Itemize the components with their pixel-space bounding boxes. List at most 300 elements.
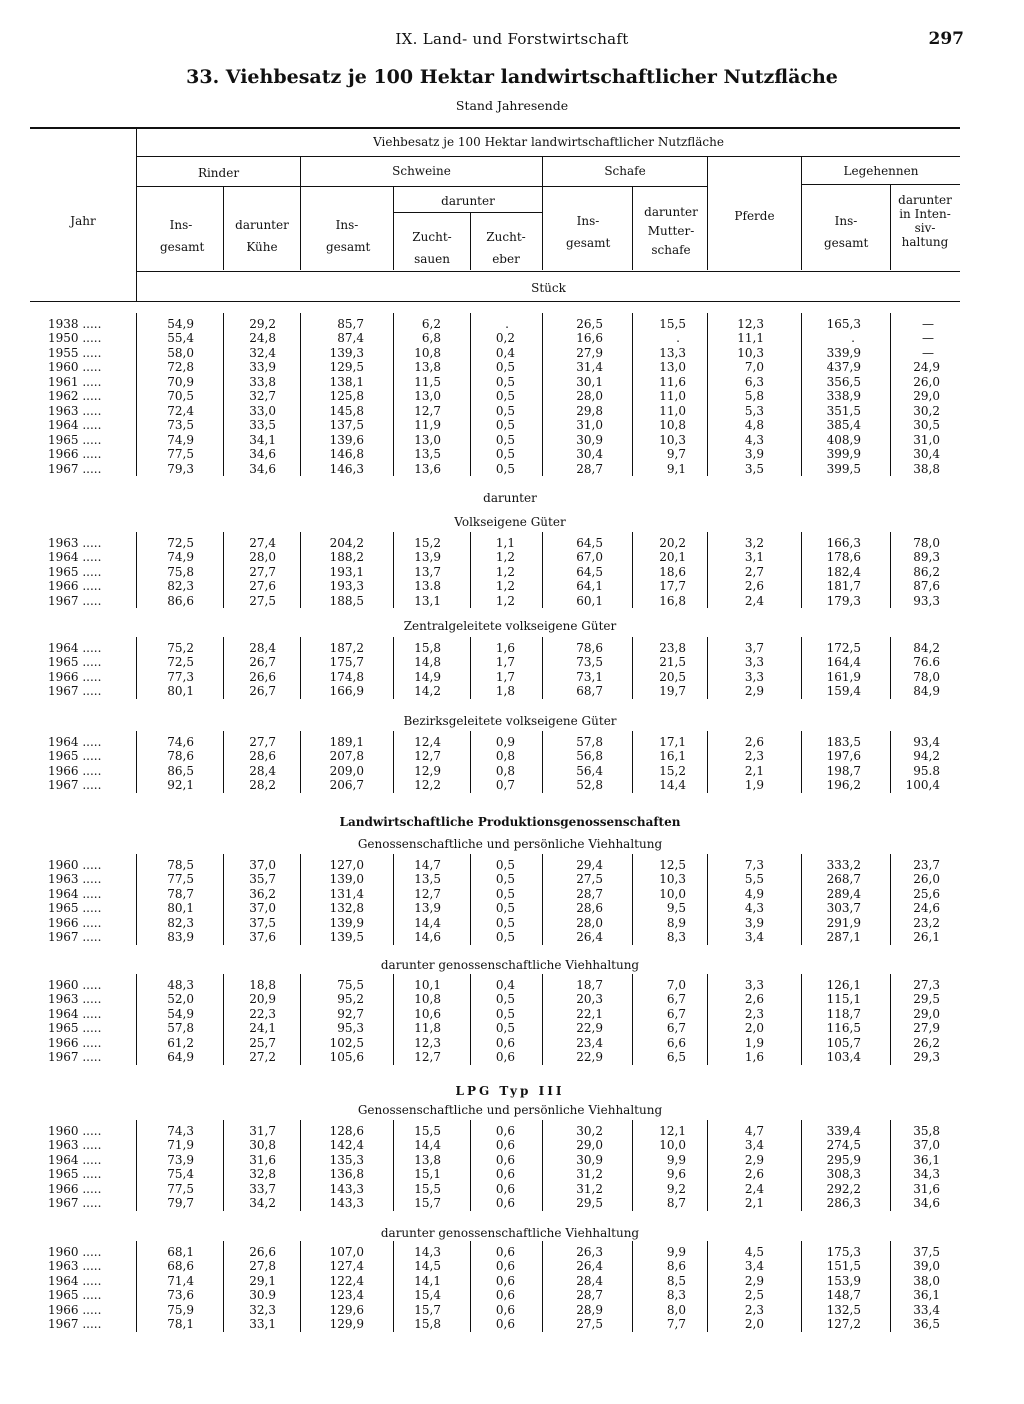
data-cell: 23,7 (913, 858, 940, 872)
leader-dots: ..... (78, 684, 102, 699)
data-cell: 139,3 (329, 345, 364, 360)
data-cell: 14,1 (414, 1273, 441, 1288)
year-value: 1963 (48, 992, 79, 1007)
data-cell: 73,1 (576, 669, 603, 684)
data-cell: 14,5 (414, 1259, 441, 1274)
data-cell: 13,7 (414, 564, 441, 579)
data-cell: 3,3 (744, 669, 764, 684)
data-cell: 15,2 (659, 763, 686, 778)
data-cell: 12,1 (659, 1124, 686, 1138)
data-cell: 13,8 (414, 1152, 441, 1167)
year-value: 1967 (48, 1317, 79, 1332)
data-cell: 32,8 (249, 1167, 276, 1182)
data-cell: 3,9 (744, 915, 764, 930)
year-cell (48, 1167, 128, 1181)
data-cell: 175,7 (329, 655, 364, 670)
data-cell: 12,3 (414, 1035, 441, 1050)
header-schweine-insgesamt: Ins- gesamt (326, 218, 371, 254)
data-cell: 0,5 (495, 418, 515, 433)
year-value: 1960 (48, 1124, 79, 1138)
year-cell (48, 641, 128, 655)
header-zuchtsauen: Zucht- sauen (412, 230, 452, 266)
data-cell: 9,9 (666, 1245, 686, 1259)
data-cell: 26,0 (913, 374, 940, 389)
data-cell: 35,8 (913, 1124, 940, 1138)
leader-dots: ..... (78, 930, 102, 945)
data-cell: 15,7 (414, 1302, 441, 1317)
data-cell: 0,8 (495, 749, 515, 764)
data-cell: 22,9 (576, 1050, 603, 1065)
data-cell: 1,1 (495, 536, 515, 550)
data-cell: 102,5 (329, 1035, 364, 1050)
data-cell: 24,6 (913, 901, 940, 916)
data-cell: 70,5 (167, 389, 194, 404)
year-cell (48, 418, 128, 432)
leader-dots: ..... (78, 1317, 102, 1332)
data-cell: 64,1 (576, 579, 603, 594)
data-cell: 333,2 (826, 858, 861, 872)
data-cell: 77,5 (167, 1181, 194, 1196)
data-cell: 408,9 (826, 432, 861, 447)
data-cell: 19,7 (659, 684, 686, 699)
data-cell: 146,3 (329, 461, 364, 476)
data-cell: 182,4 (826, 564, 861, 579)
year-value: 1960 (48, 360, 79, 375)
data-cell: 142,4 (329, 1138, 364, 1153)
data-cell: 67,0 (576, 550, 603, 565)
year-cell (48, 375, 128, 389)
data-cell: 0,6 (495, 1196, 515, 1211)
year-value: 1961 (48, 374, 79, 389)
data-cell: 0,6 (495, 1273, 515, 1288)
data-cell: 122,4 (329, 1273, 364, 1288)
section-subheading: Zentralgeleitete volkseigene Güter (403, 619, 617, 633)
data-cell: 57,8 (576, 735, 603, 749)
year-cell (48, 872, 128, 886)
data-cell: 14,9 (414, 669, 441, 684)
year-cell (48, 930, 128, 944)
data-cell: 165,3 (826, 317, 861, 331)
year-cell (48, 536, 128, 550)
data-cell: 291,9 (826, 915, 861, 930)
year-value: 1965 (48, 901, 79, 916)
data-cell: 64,5 (576, 536, 603, 550)
year-cell (48, 389, 128, 403)
data-cell: 80,1 (167, 901, 194, 916)
year-value: 1967 (48, 684, 79, 699)
leader-dots: ..... (78, 641, 102, 655)
data-cell: 29,1 (249, 1273, 276, 1288)
data-cell: 31,4 (576, 360, 603, 375)
leader-dots: ..... (78, 1181, 102, 1196)
leader-dots: ..... (78, 1050, 102, 1065)
data-cell: 2,9 (744, 1273, 764, 1288)
data-cell: 2,6 (744, 735, 764, 749)
header-intensivhaltung: darunter in Inten- siv- haltung (898, 193, 952, 249)
data-cell: 13,6 (414, 461, 441, 476)
header-rinder-insgesamt: Ins- gesamt (160, 218, 205, 254)
data-cell: 26,3 (576, 1245, 603, 1259)
data-cell: 36,5 (913, 1317, 940, 1332)
data-cell: 11,1 (737, 331, 764, 346)
year-cell (48, 594, 128, 608)
data-cell: 0,6 (495, 1317, 515, 1332)
data-cell: 37,0 (249, 901, 276, 916)
data-cell: 138,1 (329, 374, 364, 389)
data-cell: 11,5 (414, 374, 441, 389)
data-cell: 8,0 (666, 1302, 686, 1317)
data-cell: 22,3 (249, 1006, 276, 1021)
data-cell: 52,0 (167, 992, 194, 1007)
year-cell (48, 1317, 128, 1331)
data-cell: 3,5 (744, 461, 764, 476)
leader-dots: ..... (78, 886, 102, 901)
data-cell: 15,5 (659, 317, 686, 331)
data-cell: 37,0 (249, 858, 276, 872)
data-cell: 9,1 (666, 461, 686, 476)
divider-schweine-schafe (542, 157, 543, 270)
data-cell: 2,4 (744, 1181, 764, 1196)
data-cell: 3,4 (744, 930, 764, 945)
data-cell: 1,7 (495, 655, 515, 670)
year-value: 1964 (48, 735, 79, 749)
section-heading: LPG Typ III (455, 1084, 565, 1098)
leader-dots: ..... (78, 655, 102, 670)
data-cell: 1,2 (495, 564, 515, 579)
data-cell: 103,4 (826, 1050, 861, 1065)
data-cell: 78,0 (913, 669, 940, 684)
data-cell: 31,6 (249, 1152, 276, 1167)
data-cell: 61,2 (167, 1035, 194, 1050)
data-cell: 13,3 (659, 345, 686, 360)
data-cell: 7,0 (666, 978, 686, 992)
data-cell: 292,2 (826, 1181, 861, 1196)
data-cell: 27,9 (576, 345, 603, 360)
data-cell: 0,6 (495, 1167, 515, 1182)
header-mutterschafe: darunter Mutter- schafe (644, 205, 698, 257)
year-value: 1963 (48, 403, 79, 418)
data-cell: 166,3 (826, 536, 861, 550)
data-cell: 115,1 (826, 992, 861, 1007)
data-cell: 0,5 (495, 360, 515, 375)
data-cell: 27,7 (249, 735, 276, 749)
data-cell: 82,3 (167, 579, 194, 594)
data-cell: 10,6 (414, 1006, 441, 1021)
year-cell (48, 749, 128, 763)
data-cell: 2,6 (744, 992, 764, 1007)
data-cell: 76.6 (913, 655, 940, 670)
year-value: 1966 (48, 1302, 79, 1317)
header-kuehe: darunter Kühe (235, 218, 289, 254)
data-cell: 38,8 (913, 461, 940, 476)
data-cell: 24,8 (249, 331, 276, 346)
data-cell: 33,1 (249, 1317, 276, 1332)
leader-dots: ..... (78, 418, 102, 433)
data-cell: 22,9 (576, 1021, 603, 1036)
leader-dots: ..... (78, 1138, 102, 1153)
data-cell: 78,5 (167, 858, 194, 872)
data-cell: 12,7 (414, 403, 441, 418)
data-cell: 3,3 (744, 655, 764, 670)
leader-dots: ..... (78, 331, 102, 346)
leader-dots: ..... (78, 579, 102, 594)
year-cell (48, 1303, 128, 1317)
data-cell: 55,4 (167, 331, 194, 346)
data-cell: 38,0 (913, 1273, 940, 1288)
header-rule-2b (802, 184, 960, 185)
leader-dots: ..... (78, 749, 102, 764)
data-cell: 30,4 (576, 447, 603, 462)
data-cell: 31,0 (913, 432, 940, 447)
data-cell: 0,4 (495, 978, 515, 992)
header-schafe: Schafe (604, 164, 646, 178)
year-cell (48, 887, 128, 901)
data-cell: 0,5 (495, 992, 515, 1007)
data-cell: 0,5 (495, 872, 515, 887)
data-cell: 32,7 (249, 389, 276, 404)
leader-dots: ..... (78, 1167, 102, 1182)
data-cell: 10,3 (659, 872, 686, 887)
year-value: 1965 (48, 432, 79, 447)
year-cell (48, 1021, 128, 1035)
data-cell: 85,7 (337, 317, 364, 331)
data-cell: 118,7 (826, 1006, 861, 1021)
page-number: 297 (928, 29, 964, 49)
data-cell: 0,2 (495, 331, 515, 346)
data-cell: 2,9 (744, 684, 764, 699)
data-cell: 54,9 (167, 317, 194, 331)
leader-dots: ..... (78, 403, 102, 418)
data-cell: 161,9 (826, 669, 861, 684)
data-cell: 1,9 (744, 1035, 764, 1050)
leader-dots: ..... (78, 374, 102, 389)
data-cell: 0,5 (495, 915, 515, 930)
year-value: 1964 (48, 641, 79, 655)
data-cell: 17,1 (659, 735, 686, 749)
data-cell: 183,5 (826, 735, 861, 749)
data-cell: 72,4 (167, 403, 194, 418)
data-cell: 52,8 (576, 778, 603, 793)
data-cell: 0,6 (495, 1302, 515, 1317)
data-cell: 135,3 (329, 1152, 364, 1167)
year-cell (48, 550, 128, 564)
data-cell: 13,9 (414, 901, 441, 916)
data-cell: 2,9 (744, 1152, 764, 1167)
data-cell: 15,8 (414, 1317, 441, 1332)
divider-schafe-sub (632, 187, 633, 270)
data-cell: 75,4 (167, 1167, 194, 1182)
data-cell: 27,5 (576, 872, 603, 887)
data-cell: 2,0 (744, 1021, 764, 1036)
data-cell: . (851, 331, 855, 346)
data-cell: 13,9 (414, 550, 441, 565)
data-cell: 24,1 (249, 1021, 276, 1036)
data-cell: 68,1 (167, 1245, 194, 1259)
leader-dots: ..... (78, 915, 102, 930)
data-cell: 0,5 (495, 403, 515, 418)
year-cell (48, 992, 128, 1006)
data-cell: 385,4 (826, 418, 861, 433)
data-cell: 31,2 (576, 1167, 603, 1182)
header-zuchteber: Zucht- eber (486, 230, 526, 266)
data-cell: 4,9 (744, 886, 764, 901)
data-cell: 2,0 (744, 1317, 764, 1332)
data-cell: 33,0 (249, 403, 276, 418)
data-cell: 9,2 (666, 1181, 686, 1196)
chapter-heading: IX. Land- und Forstwirtschaft (395, 30, 629, 48)
year-value: 1965 (48, 1167, 79, 1182)
data-cell: 78,6 (576, 641, 603, 655)
data-cell: 2,6 (744, 579, 764, 594)
data-cell: 32,4 (249, 345, 276, 360)
year-cell (48, 916, 128, 930)
year-cell (48, 1124, 128, 1138)
data-cell: 27,3 (913, 978, 940, 992)
header-rinder: Rinder (197, 166, 240, 180)
year-cell (48, 447, 128, 461)
data-cell: 14,2 (414, 684, 441, 699)
divider-rinder-schweine (300, 157, 301, 270)
data-cell: 10,3 (659, 432, 686, 447)
year-value: 1962 (48, 389, 79, 404)
data-cell: 16,8 (659, 593, 686, 608)
leader-dots: ..... (78, 763, 102, 778)
year-value: 1960 (48, 1245, 79, 1259)
data-cell: 11,0 (659, 403, 686, 418)
data-cell: 6,6 (666, 1035, 686, 1050)
year-cell (48, 1153, 128, 1167)
data-cell: 26,4 (576, 1259, 603, 1274)
data-cell: 24,9 (913, 360, 940, 375)
data-cell: 0,6 (495, 1245, 515, 1259)
data-cell: 179,3 (826, 593, 861, 608)
data-cell: 4,8 (744, 418, 764, 433)
data-cell: 174,8 (329, 669, 364, 684)
data-cell: 0,5 (495, 1021, 515, 1036)
year-value: 1967 (48, 593, 79, 608)
data-cell: 33,4 (913, 1302, 940, 1317)
data-cell: 34,1 (249, 432, 276, 447)
year-value: 1964 (48, 1006, 79, 1021)
data-cell: 33,8 (249, 374, 276, 389)
leader-dots: ..... (78, 345, 102, 360)
year-value: 1966 (48, 1035, 79, 1050)
data-cell: 78,1 (167, 1317, 194, 1332)
data-cell: 166,9 (329, 684, 364, 699)
year-cell (48, 764, 128, 778)
data-cell: 21,5 (659, 655, 686, 670)
data-cell: 178,6 (826, 550, 861, 565)
year-cell (48, 1138, 128, 1152)
data-cell: 14,3 (414, 1245, 441, 1259)
section-subheading: Genossenschaftliche und persönliche Viehhaltung (357, 1103, 663, 1117)
data-cell: 8,7 (666, 1196, 686, 1211)
header-rule-3 (394, 212, 542, 213)
data-cell: 143,3 (329, 1181, 364, 1196)
data-cell: 37,5 (249, 915, 276, 930)
data-cell: 12,7 (414, 749, 441, 764)
data-cell: 148,7 (826, 1288, 861, 1303)
data-cell: 189,1 (329, 735, 364, 749)
data-cell: 30,2 (576, 1124, 603, 1138)
data-cell: 12,7 (414, 1050, 441, 1065)
data-cell: 137,5 (329, 418, 364, 433)
header-top-rule (30, 127, 960, 129)
data-cell: 25,7 (249, 1035, 276, 1050)
year-value: 1964 (48, 1152, 79, 1167)
year-cell (48, 655, 128, 669)
section-subheading: Volkseigene Güter (454, 515, 566, 529)
data-cell: 289,4 (826, 886, 861, 901)
data-cell: 4,7 (744, 1124, 764, 1138)
data-cell: 87,6 (913, 579, 940, 594)
year-value: 1967 (48, 461, 79, 476)
data-cell: 2,4 (744, 593, 764, 608)
section-heading: Landwirtschaftliche Produktionsgenossenschaften (339, 815, 681, 829)
data-cell: 2,1 (744, 763, 764, 778)
leader-dots: ..... (78, 1196, 102, 1211)
data-cell: 28,7 (576, 1288, 603, 1303)
data-cell: 27,7 (249, 564, 276, 579)
data-cell: 37,5 (913, 1245, 940, 1259)
data-cell: 27,2 (249, 1050, 276, 1065)
data-cell: 13,5 (414, 447, 441, 462)
data-cell: 14,4 (414, 1138, 441, 1153)
data-cell: 3,9 (744, 447, 764, 462)
data-cell: 10,0 (659, 1138, 686, 1153)
data-cell: 399,5 (826, 461, 861, 476)
data-cell: 95,2 (337, 992, 364, 1007)
data-cell: — (922, 345, 934, 360)
leader-dots: ..... (78, 978, 102, 992)
leader-dots: ..... (78, 992, 102, 1007)
data-cell: 30,9 (576, 1152, 603, 1167)
data-cell: 26,4 (576, 930, 603, 945)
data-cell: 48,3 (167, 978, 194, 992)
leader-dots: ..... (78, 593, 102, 608)
year-cell (48, 1288, 128, 1302)
data-cell: 20,9 (249, 992, 276, 1007)
data-cell: 159,4 (826, 684, 861, 699)
data-cell: 18,7 (576, 978, 603, 992)
data-cell: 143,3 (329, 1196, 364, 1211)
data-cell: 12,7 (414, 886, 441, 901)
data-cell: 129,6 (329, 1302, 364, 1317)
data-cell: 75,9 (167, 1302, 194, 1317)
leader-dots: ..... (78, 778, 102, 793)
data-cell: 1,8 (495, 684, 515, 699)
year-cell (48, 346, 128, 360)
data-cell: 356,5 (826, 374, 861, 389)
data-cell: 0,5 (495, 432, 515, 447)
data-cell: 29,0 (913, 1006, 940, 1021)
data-cell: 26,6 (249, 669, 276, 684)
data-cell: 209,0 (329, 763, 364, 778)
data-cell: 34,6 (249, 447, 276, 462)
data-cell: 34,6 (913, 1196, 940, 1211)
data-cell: 15,5 (414, 1181, 441, 1196)
data-cell: 153,9 (826, 1273, 861, 1288)
year-value: 1967 (48, 778, 79, 793)
header-pferde: Pferde (734, 209, 775, 223)
data-cell: 60,1 (576, 593, 603, 608)
year-value: 1964 (48, 1273, 79, 1288)
data-cell: 75,2 (167, 641, 194, 655)
data-cell: 27,8 (249, 1259, 276, 1274)
data-cell: 74,6 (167, 735, 194, 749)
data-cell: 128,6 (329, 1124, 364, 1138)
data-cell: 79,3 (167, 461, 194, 476)
